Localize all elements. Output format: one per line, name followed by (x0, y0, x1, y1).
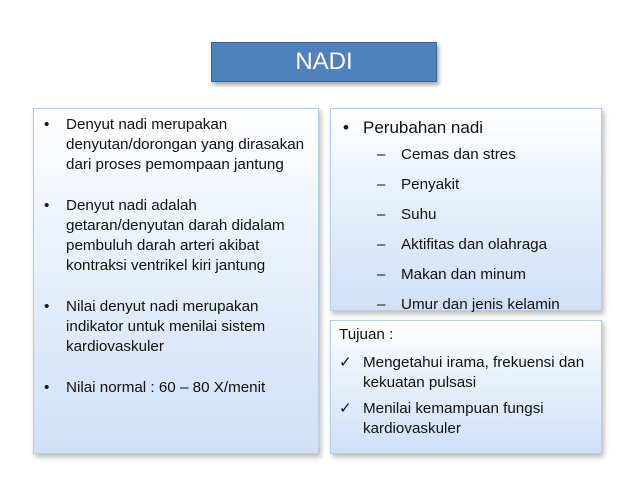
changes-panel (330, 108, 602, 311)
list-item-text: Makan dan minum (401, 266, 526, 283)
changes-heading (339, 117, 593, 139)
list-item-text: Nilai denyut nadi merupakan indikator untuk menilai sistem kardiovaskuler (66, 298, 266, 355)
list-item (339, 353, 593, 393)
list-item-text: Denyut nadi merupakan denyutan/dorongan yang dirasakan dari proses pemompaan jantung (66, 116, 305, 173)
list-item-text: Suhu (401, 206, 437, 223)
goals-panel (330, 320, 602, 454)
list-item-text: Nilai normal : 60 – 80 X/menit (66, 379, 266, 396)
goals-heading: Tujuan : (339, 326, 394, 343)
dash-icon: – (377, 266, 386, 283)
dash-icon: – (377, 206, 386, 223)
list-item-text: Denyut nadi adalah getaran/denyutan darah didalam pembuluh darah arteri akibat kontraksi ventrikel kiri jantung (66, 197, 285, 274)
list-item (40, 196, 312, 276)
dash-icon: – (377, 146, 386, 163)
list-item-text: Penyakit (401, 176, 460, 193)
list-item-text: Umur dan jenis kelamin (401, 296, 560, 313)
list-item (339, 145, 593, 165)
list-item (339, 295, 593, 315)
bullet-icon: • (44, 379, 50, 396)
list-item (40, 378, 312, 398)
list-item (339, 399, 593, 439)
list-item (339, 175, 593, 195)
check-icon: ✓ (339, 354, 352, 371)
bullet-icon: • (44, 197, 50, 214)
list-item (339, 265, 593, 285)
list-item (339, 235, 593, 255)
bullet-icon: • (343, 118, 349, 137)
list-item (40, 297, 312, 357)
bullet-icon: • (44, 298, 50, 315)
slide-title: NADI (211, 42, 437, 82)
changes-heading-text: Perubahan nadi (363, 118, 484, 137)
left-panel (33, 108, 319, 454)
goals-list (339, 353, 593, 439)
list-item (339, 205, 593, 225)
list-item-text: Menilai kemampuan fungsi kardiovaskuler (363, 400, 544, 437)
changes-list (339, 145, 593, 315)
left-bullet-list (40, 115, 312, 398)
list-item-text: Mengetahui irama, frekuensi dan kekuatan pulsasi (363, 354, 585, 391)
dash-icon: – (377, 236, 386, 253)
dash-icon: – (377, 296, 386, 313)
bullet-icon: • (44, 116, 50, 133)
dash-icon: – (377, 176, 386, 193)
check-icon: ✓ (339, 400, 352, 417)
list-item-text: Aktifitas dan olahraga (401, 236, 548, 253)
list-item-text: Cemas dan stres (401, 146, 516, 163)
list-item (40, 115, 312, 175)
